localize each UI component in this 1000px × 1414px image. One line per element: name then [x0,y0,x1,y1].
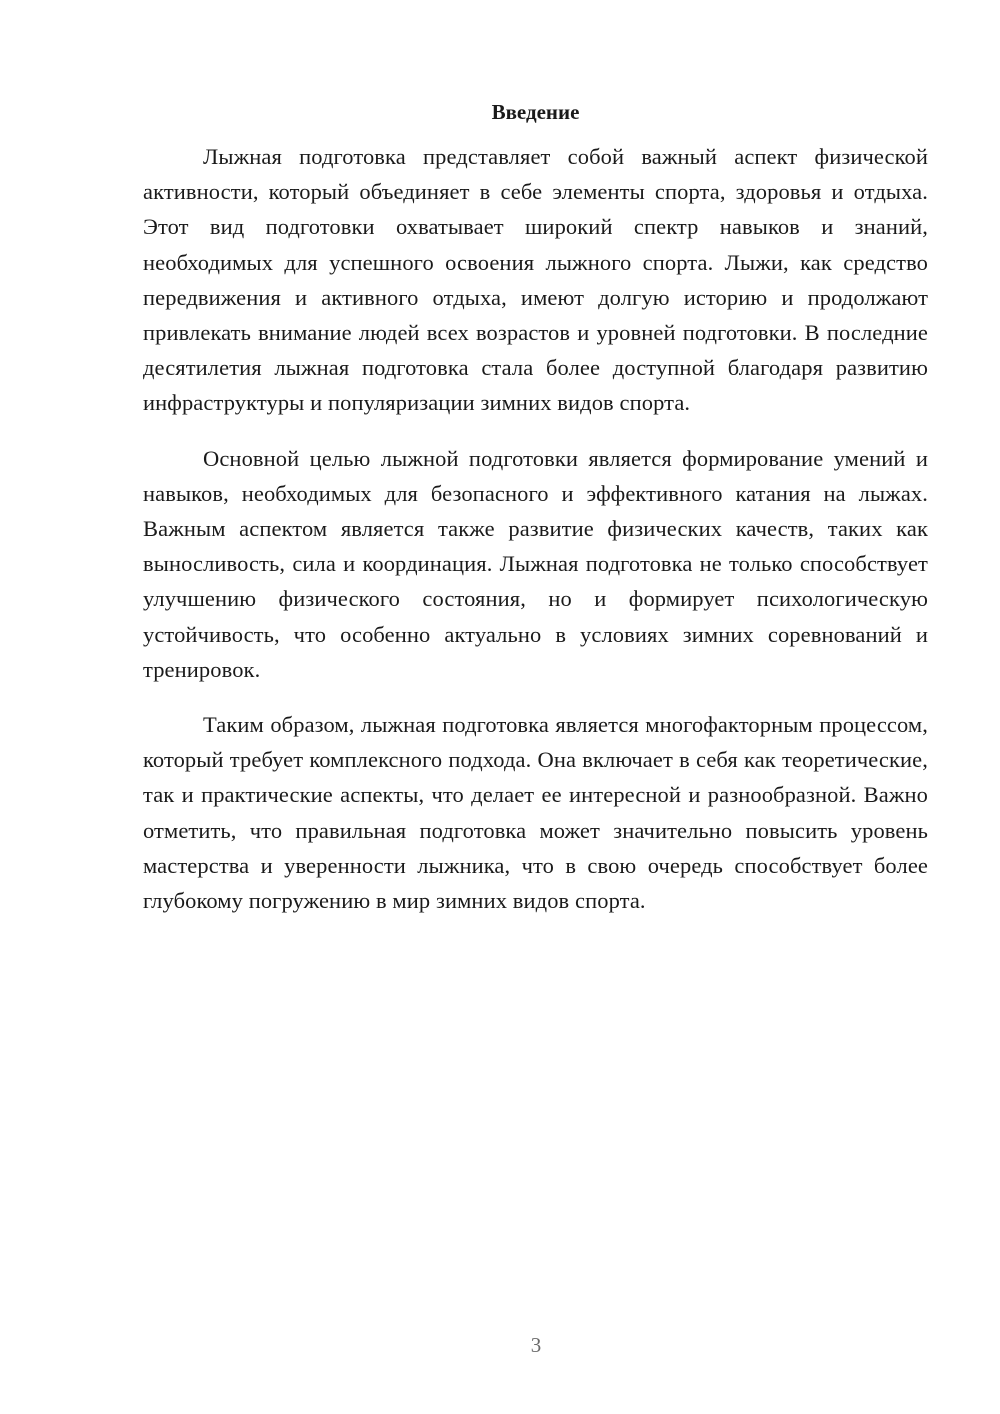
page-number: 3 [530,1333,542,1357]
paragraph-3: Таким образом, лыжная подготовка является многофакторным процессом, который требует комплексного подхода. Она включает в себя как теоретические, так и практические аспекты, что делает ее интересной и разнообразной. Важно отметить, что правильная подготовка может значительно повысить уровень мастерства и уверенности лыжника, что в свою очередь способствует более глубокому погружению в мир зимних видов спорта. [143,712,928,914]
section-heading: Введение [491,100,580,124]
paragraph-1: Лыжная подготовка представляет собой важный аспект физической активности, который объединяет в себе элементы спорта, здоровья и отдыха. Этот вид подготовки охватывает широкий спектр навыков и знаний, необходимых для успешного освоения лыжного спорта. Лыжи, как средство передвижения и активного отдыха, имеют долгую историю и продолжают привлекать внимание людей всех возрастов и уровней подготовки. В последние десятилетия лыжная подготовка стала более доступной благодаря развитию инфраструктуры и популяризации зимних видов спорта. [143,144,928,416]
page-content [143,96,928,938]
paragraph-2: Основной целью лыжной подготовки является формирование умений и навыков, необходимых для безопасного и эффективного катания на лыжах. Важным аспектом является также развитие физических качеств, таких как выносливость, сила и координация. Лыжная подготовка не только способствует улучшению физического состояния, но и формирует психологическую устойчивость, что особенно актуально в условиях зимних соревнований и тренировок. [143,445,928,682]
